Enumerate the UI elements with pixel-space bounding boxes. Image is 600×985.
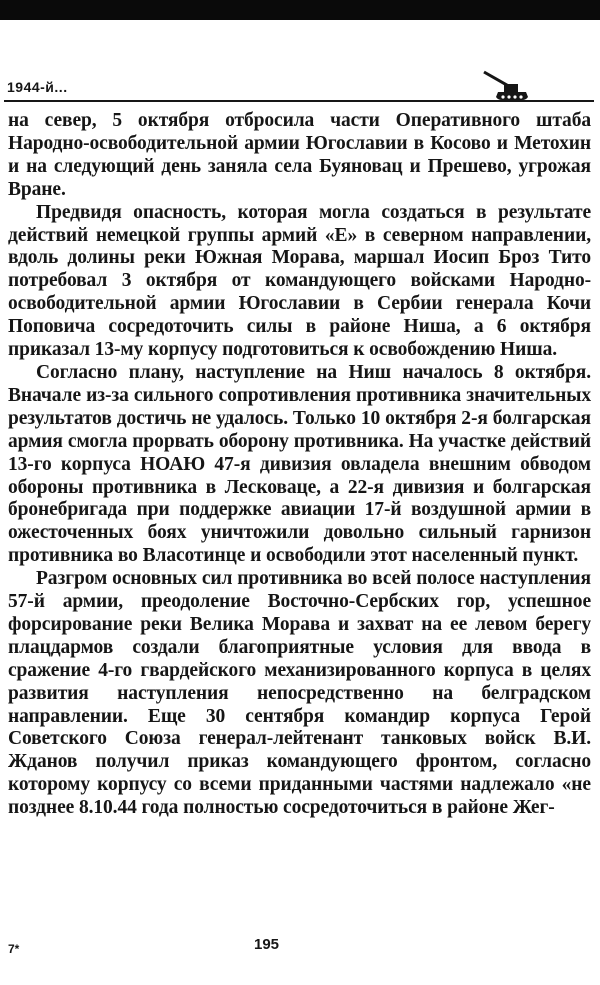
paragraph: Согласно плану, наступление на Ниш началось 8 октября. Вначале из-за сильного сопротивления противника значительных результатов достичь не удалось. Только 10 октября 2-я болгарская армия смогла прорвать оборону противника. На участке действий 13-го корпуса НОАЮ 47-я дивизия овладела внешним обводом обороны противника в Лесковаце, а 22-я дивизия и болгарская бронебригада при поддержке авиации 17-й воздушной армии в ожесточенных боях уничтожили довольно сильный гарнизон противника во Власотинце и освободили этот населенный пункт. [8, 361, 591, 567]
paragraph: Предвидя опасность, которая могла создаться в результате действий немецкой группы армий «Е» в северном направлении, вдоль долины реки Южная Морава, маршал Иосип Броз Тито потребовал 3 октября от командующего войсками Народно-освободительной армии Югославии в Сербии генерала Кочи Поповича сосредоточить силы в районе Ниша, а 6 октября приказал 13-му корпусу подготовиться к освобождению Ниша. [8, 201, 591, 361]
running-head: 1944-й... [7, 79, 68, 95]
top-black-bar [0, 0, 600, 20]
body-text [8, 110, 591, 820]
paragraph: на север, 5 октября отбросила части Оперативного штаба Народно-освободительной армии Югославии в Косово и Метохин и на следующий день заняла села Буяновац и Прешево, угрожая Вране. [8, 110, 591, 200]
page-header [0, 70, 600, 106]
header-rule [4, 100, 594, 102]
paragraph: Разгром основных сил противника во всей полосе наступления 57-й армии, преодоление Восточно-Сербских гор, успешное форсирование реки Велика Морава и захват на ее левом берегу плацдармов создали благоприятные условия для ввода в сражение 4-го гвардейского механизированного корпуса в целях развития наступления непосредственно на белградском направлении. Еще 30 сентября командир корпуса Герой Советского Союза генерал-лейтенант танковых войск В.И. Жданов получил приказ командующего фронтом, согласно которому корпусу со всеми приданными частями надлежало «не позднее 8.10.44 года полностью сосредоточиться в районе Жег- [8, 568, 591, 819]
page-number: 195 [254, 936, 280, 953]
tank-icon [482, 70, 530, 100]
signature-mark: 7* [8, 942, 20, 956]
